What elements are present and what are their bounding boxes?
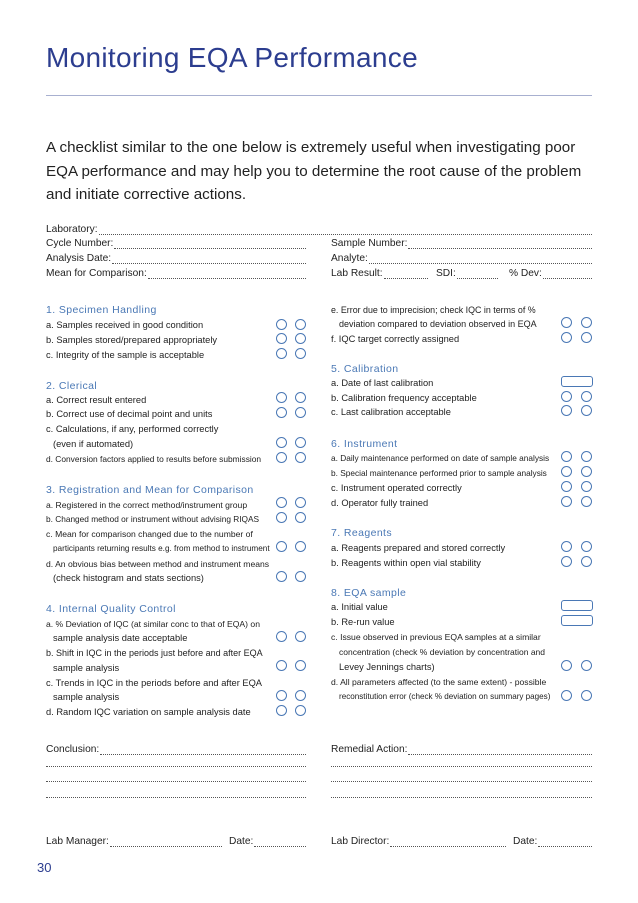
checklist-item: b. Shift in IQC in the periods just before and after EQA (46, 648, 263, 658)
yes-checkbox[interactable] (276, 407, 287, 418)
yes-checkbox[interactable] (276, 452, 287, 463)
initial-value-box[interactable] (561, 600, 593, 611)
yes-checkbox[interactable] (561, 466, 572, 477)
checklist-item: d. Conversion factors applied to results before submission (46, 454, 262, 464)
yes-checkbox[interactable] (276, 512, 287, 523)
no-checkbox[interactable] (581, 660, 592, 671)
checklist-item: b. Correct use of decimal point and units (46, 409, 213, 419)
analyte-label: Analyte: (331, 253, 368, 264)
yes-checkbox[interactable] (276, 541, 287, 552)
yes-checkbox[interactable] (276, 392, 287, 403)
checklist-item-continued: participants returning results e.g. from method to instrument (53, 544, 270, 553)
checklist-item: c. Mean for comparison changed due to the number of (46, 529, 253, 539)
yes-checkbox[interactable] (276, 437, 287, 448)
yes-checkbox[interactable] (561, 556, 572, 567)
checklist-item: c. Last calibration acceptable (331, 407, 451, 417)
sdi-field[interactable] (436, 268, 498, 279)
yes-checkbox[interactable] (561, 391, 572, 402)
date-entry-line[interactable] (254, 837, 306, 847)
yes-checkbox[interactable] (276, 571, 287, 582)
analysis-date-label: Analysis Date: (46, 253, 112, 264)
pct-dev-label: % Dev: (509, 268, 542, 279)
sample-number-entry-line[interactable] (408, 239, 592, 249)
checklist-item: b. Calibration frequency acceptable (331, 393, 477, 403)
sample-number-field[interactable] (331, 238, 592, 249)
no-checkbox[interactable] (295, 631, 306, 642)
checklist-item: c. Trends in IQC in the periods before and after EQA (46, 678, 263, 688)
section-title-specimen-handling: 1. Specimen Handling (46, 304, 157, 316)
yes-checkbox[interactable] (276, 660, 287, 671)
checklist-item: a. Date of last calibration (331, 378, 434, 388)
checklist-item: e. Error due to imprecision; check IQC in terms of % (331, 305, 536, 315)
section-title-reagents: 7. Reagents (331, 527, 393, 539)
no-checkbox[interactable] (581, 690, 592, 701)
rerun-value-box[interactable] (561, 615, 593, 626)
no-checkbox[interactable] (581, 391, 592, 402)
checklist-item-continued: sample analysis (53, 663, 120, 673)
no-checkbox[interactable] (581, 405, 592, 416)
no-checkbox[interactable] (581, 317, 592, 328)
cycle-number-entry-line[interactable] (114, 239, 306, 249)
no-checkbox[interactable] (295, 571, 306, 582)
conclusion-line[interactable] (46, 797, 306, 798)
checklist-item-continued: deviation compared to deviation observed in EQA (339, 319, 537, 329)
checklist-item: a. Daily maintenance performed on date of sample analysis (331, 453, 550, 463)
yes-checkbox[interactable] (276, 690, 287, 701)
checklist-item: c. Calculations, if any, performed correctly (46, 424, 219, 434)
section-title-registration: 3. Registration and Mean for Comparison (46, 484, 254, 496)
lab-director-entry-line[interactable] (390, 837, 506, 847)
yes-checkbox[interactable] (561, 541, 572, 552)
checklist-item-continued: sample analysis (53, 692, 120, 702)
no-checkbox[interactable] (295, 437, 306, 448)
section-title-eqa-sample: 8. EQA sample (331, 587, 407, 599)
yes-checkbox[interactable] (561, 317, 572, 328)
checklist-item: d. All parameters affected (to the same extent) - possible (331, 677, 547, 687)
no-checkbox[interactable] (295, 348, 306, 359)
checklist-item: b. Re-run value (331, 617, 395, 627)
date-field-left[interactable] (229, 836, 306, 847)
yes-checkbox[interactable] (561, 496, 572, 507)
no-checkbox[interactable] (581, 481, 592, 492)
laboratory-field[interactable] (46, 224, 592, 235)
checklist-item: c. Issue observed in previous EQA samples at a similar (331, 632, 541, 642)
cycle-number-label: Cycle Number: (46, 238, 114, 249)
checklist-item: a. Samples received in good condition (46, 320, 204, 330)
yes-checkbox[interactable] (276, 497, 287, 508)
lab-director-field[interactable] (331, 836, 506, 847)
no-checkbox[interactable] (295, 452, 306, 463)
lab-manager-field[interactable] (46, 836, 222, 847)
yes-checkbox[interactable] (276, 319, 287, 330)
sample-number-label: Sample Number: (331, 238, 408, 249)
checklist-item-continued: reconstitution error (check % deviation on summary pages) (339, 692, 551, 701)
laboratory-entry-line[interactable] (99, 225, 592, 235)
section-title-calibration: 5. Calibration (331, 363, 399, 375)
yes-checkbox[interactable] (276, 705, 287, 716)
remedial-action-line[interactable] (331, 797, 592, 798)
date-entry-line[interactable] (538, 837, 592, 847)
date-label: Date: (229, 836, 254, 847)
mean-for-comparison-field[interactable] (46, 268, 306, 279)
lab-result-field[interactable] (331, 268, 428, 279)
checklist-item: b. Special maintenance performed prior to sample analysis (331, 468, 547, 478)
analyte-entry-line[interactable] (369, 254, 592, 264)
yes-checkbox[interactable] (561, 690, 572, 701)
remedial-action-line[interactable] (331, 781, 592, 782)
no-checkbox[interactable] (581, 556, 592, 567)
checklist-item: a. Initial value (331, 602, 388, 612)
lab-result-label: Lab Result: (331, 268, 383, 279)
analysis-date-field[interactable] (46, 253, 306, 264)
checklist-item: c. Integrity of the sample is acceptable (46, 350, 205, 360)
lab-director-label: Lab Director: (331, 836, 390, 847)
section-title-clerical: 2. Clerical (46, 380, 98, 392)
conclusion-entry-line[interactable] (100, 745, 306, 755)
conclusion-field[interactable] (46, 744, 306, 755)
checklist-item: a. Reagents prepared and stored correctly (331, 543, 506, 553)
no-checkbox[interactable] (295, 541, 306, 552)
checklist-item: a. % Deviation of IQC (at similar conc to that of EQA) on (46, 619, 260, 629)
date-field-right[interactable] (513, 836, 592, 847)
remedial-action-entry-line[interactable] (408, 745, 592, 755)
conclusion-line[interactable] (46, 766, 306, 767)
yes-checkbox[interactable] (276, 348, 287, 359)
pct-dev-entry-line[interactable] (543, 269, 592, 279)
no-checkbox[interactable] (295, 319, 306, 330)
checklist-item: b. Reagents within open vial stability (331, 558, 481, 568)
date-label: Date: (513, 836, 538, 847)
no-checkbox[interactable] (295, 690, 306, 701)
conclusion-label: Conclusion: (46, 744, 100, 755)
pct-dev-field[interactable] (509, 268, 592, 279)
laboratory-label: Laboratory: (46, 224, 98, 235)
calibration-date-box[interactable] (561, 376, 593, 387)
checklist-item: f. IQC target correctly assigned (331, 334, 460, 344)
remedial-action-line[interactable] (331, 766, 592, 767)
mean-for-comparison-entry-line[interactable] (148, 269, 306, 279)
no-checkbox[interactable] (581, 451, 592, 462)
no-checkbox[interactable] (295, 392, 306, 403)
checklist-item-continued: (check histogram and stats sections) (53, 573, 204, 583)
checklist-item: b. Changed method or instrument without advising RIQAS (46, 514, 260, 524)
remedial-action-field[interactable] (331, 744, 592, 755)
conclusion-line[interactable] (46, 781, 306, 782)
checklist-item-continued: sample analysis date acceptable (53, 633, 188, 643)
checklist-item-continued: Levey Jennings charts) (339, 662, 435, 672)
no-checkbox[interactable] (295, 660, 306, 671)
intro-paragraph: A checklist similar to the one below is extremely useful when investigating poor EQA performance and may help you to determine the root cause of the problem and initiate corrective actions. (46, 139, 582, 203)
section-title-iqc: 4. Internal Quality Control (46, 603, 176, 615)
no-checkbox[interactable] (295, 512, 306, 523)
checklist-item: d. An obvious bias between method and instrument means (46, 559, 270, 569)
checklist-item-continued: concentration (check % deviation by concentration and (339, 647, 546, 657)
yes-checkbox[interactable] (561, 332, 572, 343)
no-checkbox[interactable] (581, 332, 592, 343)
checklist-item: c. Instrument operated correctly (331, 483, 462, 493)
analyte-field[interactable] (331, 253, 592, 264)
yes-checkbox[interactable] (276, 333, 287, 344)
page-number: 30 (37, 860, 52, 875)
checklist-item: a. Correct result entered (46, 395, 147, 405)
lab-manager-label: Lab Manager: (46, 836, 109, 847)
no-checkbox[interactable] (295, 407, 306, 418)
yes-checkbox[interactable] (561, 660, 572, 671)
checklist-item: d. Random IQC variation on sample analysis date (46, 707, 251, 717)
no-checkbox[interactable] (295, 333, 306, 344)
section-title-instrument: 6. Instrument (331, 438, 398, 450)
no-checkbox[interactable] (581, 496, 592, 507)
checklist-item: b. Samples stored/prepared appropriately (46, 335, 218, 345)
checklist-item-continued: (even if automated) (53, 439, 134, 449)
lab-manager-entry-line[interactable] (110, 837, 222, 847)
mean-for-comparison-label: Mean for Comparison: (46, 268, 147, 279)
yes-checkbox[interactable] (561, 481, 572, 492)
no-checkbox[interactable] (581, 466, 592, 477)
sdi-entry-line[interactable] (457, 269, 498, 279)
sdi-label: SDI: (436, 268, 456, 279)
yes-checkbox[interactable] (561, 451, 572, 462)
remedial-action-label: Remedial Action: (331, 744, 408, 755)
checklist-item: a. Registered in the correct method/instrument group (46, 500, 248, 510)
no-checkbox[interactable] (581, 541, 592, 552)
yes-checkbox[interactable] (561, 405, 572, 416)
no-checkbox[interactable] (295, 497, 306, 508)
cycle-number-field[interactable] (46, 238, 306, 249)
page-title: Monitoring EQA Performance (46, 42, 418, 73)
yes-checkbox[interactable] (276, 631, 287, 642)
checklist-item: d. Operator fully trained (331, 498, 429, 508)
analysis-date-entry-line[interactable] (112, 254, 306, 264)
lab-result-entry-line[interactable] (384, 269, 428, 279)
title-divider (46, 95, 592, 96)
no-checkbox[interactable] (295, 705, 306, 716)
